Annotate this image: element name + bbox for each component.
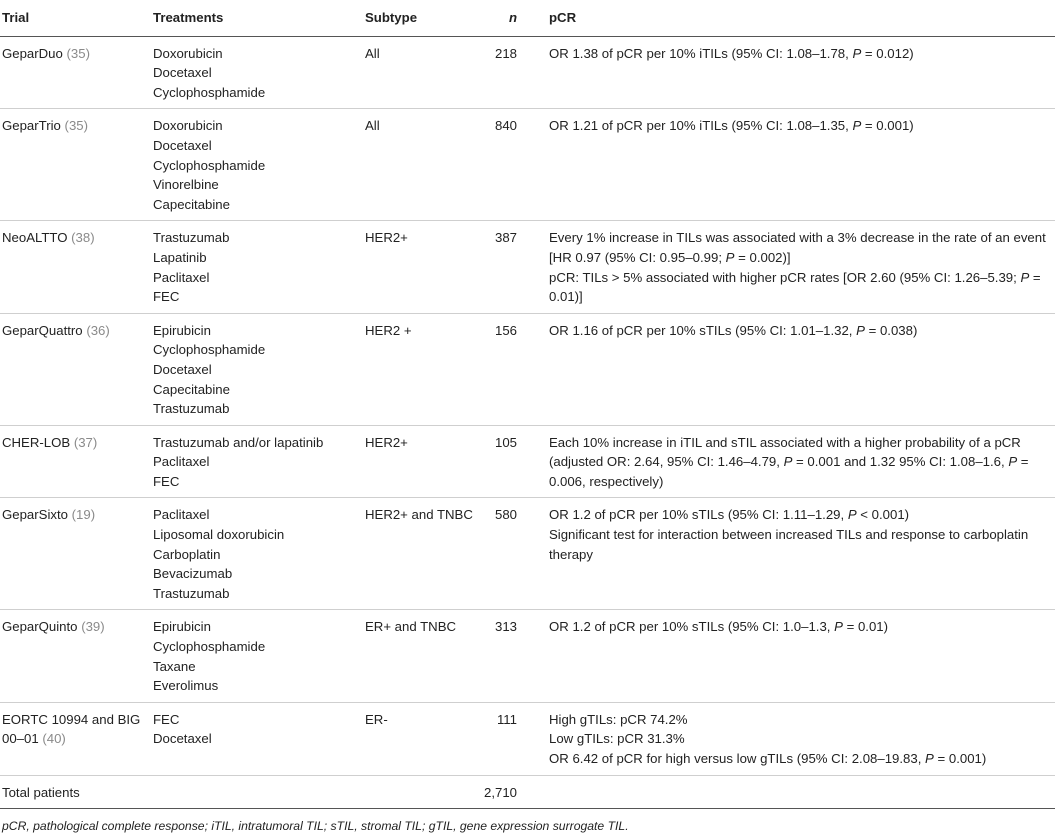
treatment-item: Docetaxel [153,65,212,81]
treatment-item: Cyclophosphamide [153,84,266,100]
patient-count-cell: 840 [477,109,547,221]
total-row [0,775,1055,809]
treatment-item: Taxane [153,658,196,674]
pcr-text: pCR: TILs > 5% associated with higher pCR rates [OR 2.60 (95% CI: 1.26–5.39; [549,269,1021,285]
treatment-item: Paclitaxel [153,507,210,523]
trial-reference: (35) [64,118,88,134]
trial-cell [0,610,151,702]
treatment-item: Doxorubicin [153,45,223,61]
patient-count-cell: 156 [477,313,547,425]
subtype-cell: ER- [363,702,477,775]
table-row [0,610,1055,702]
treatment-item: Cyclophosphamide [153,342,266,358]
treatments-cell [151,109,363,221]
p-value-symbol: P [852,45,862,61]
table-row [0,498,1055,610]
trial-reference: (38) [71,230,95,246]
treatment-item: Doxorubicin [153,118,223,134]
patient-count-cell: 387 [477,221,547,313]
patient-count-cell: 218 [477,36,547,109]
treatment-item: Paclitaxel [153,269,210,285]
trial-cell [0,498,151,610]
pcr-line [549,228,1053,267]
pcr-text: High gTILs: pCR 74.2% [549,711,688,727]
trial-cell [0,36,151,109]
trial-name: GeparDuo [2,45,63,61]
pcr-cell [547,109,1055,221]
trial-cell [0,702,151,775]
table-row [0,36,1055,109]
treatment-item: Cyclophosphamide [153,157,266,173]
trial-reference: (19) [71,507,96,523]
table-row [0,702,1055,775]
pcr-text: OR 1.16 of pCR per 10% sTILs (95% CI: 1.01–1.32, [549,322,857,338]
treatments-cell [151,610,363,702]
pcr-line [549,525,1053,564]
trial-cell [0,109,151,221]
treatment-item: Epirubicin [153,322,211,338]
pcr-text: Every 1% increase in TILs was associated with a 3% decrease in the rate of an event [HR 0.97 (95% CI: 0.95–0.99; [549,230,1046,265]
table-row [0,425,1055,498]
pcr-line [549,44,1053,64]
pcr-text: = 0.002)] [734,249,791,265]
treatment-item: Cyclophosphamide [153,639,266,655]
table-footnote: pCR, pathological complete response; iTIL, intratumoral TIL; sTIL, stromal TIL; gTIL, gene expression surrogate TIL. [2,819,629,834]
treatment-item: FEC [153,473,180,489]
pcr-text: = 0.001) [861,118,914,134]
treatments-cell [151,221,363,313]
trial-name: CHER-LOB [2,434,71,450]
pcr-cell [547,498,1055,610]
subtype-cell: All [363,36,477,109]
pcr-line [549,116,1053,136]
table-row [0,313,1055,425]
treatments-cell [151,498,363,610]
trial-name: GeparQuattro [2,322,83,338]
treatment-item: Trastuzumab [153,585,230,601]
pcr-cell [547,610,1055,702]
trial-cell [0,221,151,313]
treatment-item: Capecitabine [153,196,230,212]
p-value-symbol: P [834,619,843,635]
treatments-cell [151,36,363,109]
patient-count-cell: 313 [477,610,547,702]
treatment-item: Bevacizumab [153,566,233,582]
treatment-item: Docetaxel [153,137,212,153]
treatment-item: Docetaxel [153,731,212,747]
treatment-item: Everolimus [153,678,219,694]
subtype-cell: HER2+ and TNBC [363,498,477,610]
pcr-text: Each 10% increase in iTIL and sTIL associated with a higher probability of a pCR (adjusted OR: 2.64, 95% CI: 1.46–4.79, [549,434,1021,470]
total-label: Total patients [0,775,477,809]
treatment-item: Carboplatin [153,546,221,562]
treatment-item: Paclitaxel [153,454,210,470]
p-value-symbol: P [925,751,934,766]
pcr-text: < 0.001) [856,507,910,523]
trial-cell [0,313,151,425]
subtype-cell: HER2+ [363,425,477,498]
pcr-line [549,505,1053,525]
treatment-item: FEC [153,711,180,727]
pcr-line [549,617,1053,637]
header-row [0,0,1055,36]
subtype-cell: HER2+ [363,221,477,313]
subtype-cell: HER2 + [363,313,477,425]
p-value-symbol: P [1020,269,1030,285]
p-value-symbol: P [856,322,865,338]
total-count: 2,710 [477,775,547,809]
trial-name: GeparQuinto [2,619,78,635]
header-trial: Trial [0,0,151,36]
pcr-cell [547,221,1055,313]
treatments-cell [151,702,363,775]
header-n: n [477,0,547,36]
table-header [0,0,1055,36]
patient-count-cell: 105 [477,425,547,498]
trial-reference: (37) [73,434,98,450]
trial-reference: (39) [81,619,105,635]
treatment-item: Epirubicin [153,619,211,635]
pcr-text: = 0.001 and 1.32 95% CI: 1.08–1.6, [792,454,1009,470]
pcr-text: Significant test for interaction between increased TILs and response to carboplatin therapy [549,527,1029,562]
treatment-item: Docetaxel [153,361,212,377]
subtype-cell: ER+ and TNBC [363,610,477,702]
treatment-item: Liposomal doxorubicin [153,527,285,543]
header-pcr: pCR [547,0,1055,36]
pcr-line [549,321,1053,341]
pcr-cell [547,702,1055,775]
header-treatments: Treatments [151,0,363,36]
pcr-cell [547,425,1055,498]
trial-name: EORTC 10994 and BIG 00–01 [2,711,141,747]
pcr-text: = 0.001) [933,751,987,766]
pcr-line [549,433,1053,492]
pcr-line [549,749,1053,769]
trial-name: GeparTrio [2,118,61,134]
total-empty-cell [547,775,1055,809]
treatment-item: FEC [153,289,180,305]
header-subtype: Subtype [363,0,477,36]
subtype-cell: All [363,109,477,221]
patient-count-cell: 580 [477,498,547,610]
pcr-text: Low gTILs: pCR 31.3% [549,731,685,747]
treatment-item: Lapatinib [153,249,207,265]
pcr-text: = 0.038) [864,322,918,338]
table-row [0,109,1055,221]
p-value-symbol: P [725,249,735,265]
pcr-text: OR 1.2 of pCR per 10% sTILs (95% CI: 1.0–1.3, [549,619,835,635]
trial-cell [0,425,151,498]
trial-reference: (36) [86,322,110,338]
table-row [0,221,1055,313]
trial-name: NeoALTTO [2,230,68,246]
pcr-cell [547,313,1055,425]
pcr-line [549,729,1053,749]
treatments-cell [151,313,363,425]
p-value-symbol: P [852,118,862,134]
pcr-text: = 0.006, respectively) [549,454,1029,489]
trial-name: GeparSixto [2,507,68,523]
treatment-item: Capecitabine [153,381,230,397]
pcr-text: = 0.012) [861,45,914,61]
pcr-text: OR 1.2 of pCR per 10% sTILs (95% CI: 1.11–1.29, [549,507,848,523]
trial-reference: (35) [66,45,90,61]
pcr-cell [547,36,1055,109]
p-value-symbol: P [847,507,857,523]
treatments-cell [151,425,363,498]
pcr-line [549,710,1053,730]
pcr-text: OR 1.21 of pCR per 10% iTILs (95% CI: 1.08–1.35, [549,118,853,134]
pcr-text: OR 6.42 of pCR for high versus low gTILs (95% CI: 2.08–19.83, [549,751,926,766]
table-body [0,36,1055,809]
trial-reference: (40) [42,731,66,747]
treatment-item: Trastuzumab [153,230,230,246]
pcr-text: OR 1.38 of pCR per 10% iTILs (95% CI: 1.08–1.78, [549,45,853,61]
pcr-text: = 0.01) [842,619,889,635]
treatment-item: Vinorelbine [153,177,219,193]
patient-count-cell: 111 [477,702,547,775]
treatment-item: Trastuzumab [153,401,230,417]
p-value-symbol: P [1008,454,1018,470]
pcr-text: = 0.01)] [549,269,1041,305]
p-value-symbol: P [783,454,793,470]
pcr-line [549,268,1053,307]
treatment-item: Trastuzumab and/or lapatinib [153,434,324,450]
